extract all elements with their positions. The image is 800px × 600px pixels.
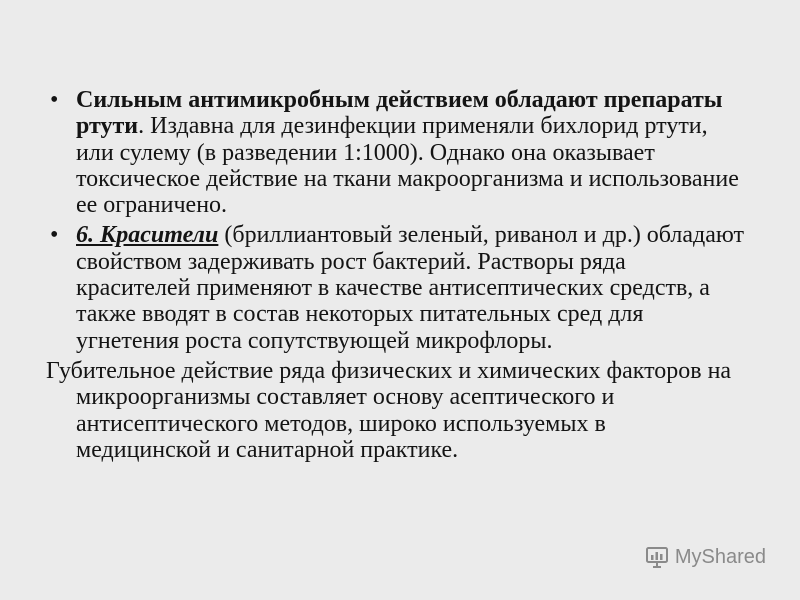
slide-content: [46, 87, 746, 463]
bullet-text: [76, 222, 746, 353]
watermark-text: MyShared: [674, 545, 766, 568]
watermark: [645, 542, 766, 572]
bullet-marker: •: [50, 87, 59, 113]
bullet-item-dyes: [46, 222, 746, 353]
bullet-bold-lead: Сильным антимикробным действием обладают препараты ртути: [76, 87, 723, 140]
bullet-text: [76, 87, 746, 218]
bullet-body: (бриллиантовый зеленый, риванол и др.) обладают свойством задерживать рост бактерий. Растворы ряда красителей применяют в качестве антисептических средств, а также вводят в состав некоторых питательных сред для угнетения роста сопутствующей микрофлоры.: [76, 222, 745, 354]
section-heading-dyes: 6. Красители: [76, 222, 219, 249]
summary-paragraph-wrap: [46, 358, 746, 463]
bullet-item-mercury: [46, 87, 746, 218]
presentation-chart-icon: [645, 545, 669, 569]
bullet-marker: •: [50, 222, 59, 249]
summary-paragraph: Губительное действие ряда физических и химических факторов на микроорганизмы составляет основу асептического и антисептического методов, широко используемых в медицинской и санитарной практике.: [46, 357, 732, 463]
bullet-body: . Издавна для дезинфекции применяли бихлорид ртути, или сулему (в разведении 1:1000). Однако она оказывает токсическое действие на ткани макроорганизма и использование ее ограничено.: [76, 113, 739, 219]
